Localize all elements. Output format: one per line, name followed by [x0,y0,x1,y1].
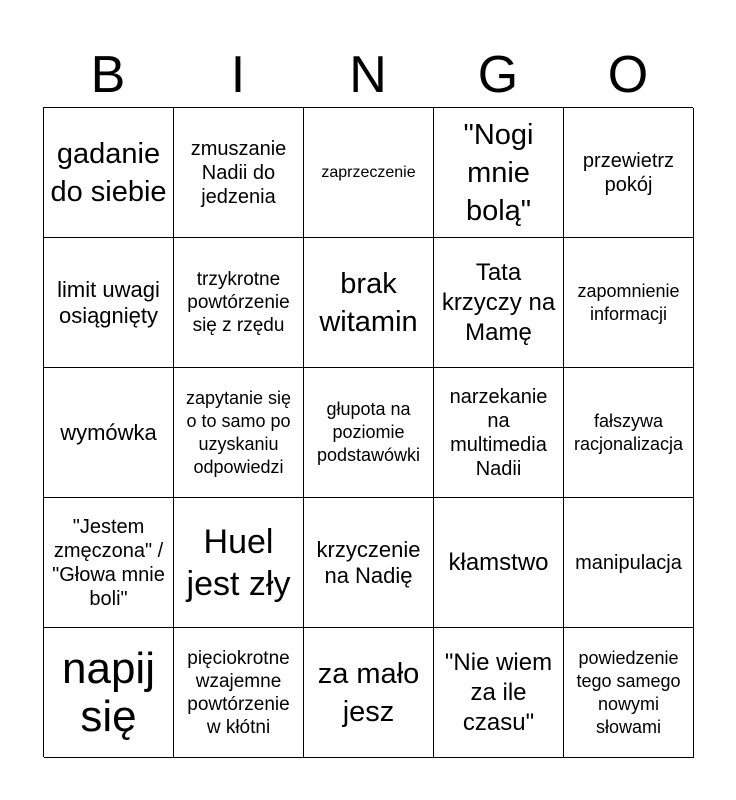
header-letter-o: O [607,46,649,104]
cell-text: "Jestem zmęczona" / "Głowa mnie boli" [52,515,165,610]
cell-text: przewietrz pokój [582,149,675,196]
bingo-cell-r4-c1[interactable] [44,498,174,628]
cell-text: zapytanie się o to samo po uzyskaniu odpowiedzi [185,387,292,477]
cell-text: narzekanie na multimedia Nadii [449,385,548,480]
header-letter-g: G [477,46,519,104]
cell-text: "Nogi mnie bolą" [463,118,534,227]
bingo-cell-r2-c5[interactable] [564,238,694,368]
bingo-cell-r3-c4[interactable] [434,368,564,498]
bingo-cell-r1-c4[interactable] [434,108,564,238]
cell-text: Huel jest zły [186,522,291,603]
bingo-cell-r1-c3[interactable] [304,108,434,238]
cell-text: fałszywa racjonalizacja [573,410,684,454]
bingo-cell-r3-c3[interactable] [304,368,434,498]
cell-text: pięciokrotne wzajemne powtórzenie w kłótni [187,647,290,738]
bingo-cell-r5-c1[interactable] [44,628,174,758]
bingo-cell-r4-c3[interactable] [304,498,434,628]
bingo-cell-r2-c3[interactable] [304,238,434,368]
cell-text: zmuszanie Nadii do jedzenia [190,137,287,208]
bingo-cell-r5-c2[interactable] [174,628,304,758]
bingo-cell-r4-c2[interactable] [174,498,304,628]
header-letter-n: N [349,46,387,104]
bingo-cell-r4-c4[interactable] [434,498,564,628]
cell-text: brak witamin [319,267,418,338]
bingo-cell-r3-c1[interactable] [44,368,174,498]
cell-text: krzyczenie na Nadię [316,536,421,588]
bingo-header [43,44,693,106]
bingo-cell-r3-c5[interactable] [564,368,694,498]
bingo-cell-r1-c2[interactable] [174,108,304,238]
cell-text: powiedzenie tego samego nowymi słowami [576,647,681,737]
bingo-cell-r5-c3[interactable] [304,628,434,758]
cell-text: Tata krzyczy na Mamę [441,258,556,346]
cell-text: wymówka [60,419,157,445]
header-letter-i: I [230,46,246,104]
bingo-cell-r1-c1[interactable] [44,108,174,238]
bingo-cell-r4-c5[interactable] [564,498,694,628]
header-letter-b: B [90,46,126,104]
cell-text: trzykrotne powtórzenie się z rzędu [187,269,290,336]
cell-text: zaprzeczenie [321,164,416,181]
cell-text: limit uwagi osiągnięty [57,276,160,328]
cell-text: napij się [62,643,155,741]
cell-text: głupota na poziomie podstawówki [316,399,421,465]
cell-text: za mało jesz [317,657,420,728]
bingo-board [43,107,693,757]
bingo-cell-r1-c5[interactable] [564,108,694,238]
bingo-cell-r5-c4[interactable] [434,628,564,758]
bingo-cell-r2-c1[interactable] [44,238,174,368]
cell-text: gadanie do siebie [50,137,167,208]
bingo-cell-r5-c5[interactable] [564,628,694,758]
cell-text: manipulacja [575,551,682,574]
bingo-cell-r3-c2[interactable] [174,368,304,498]
bingo-cell-r2-c4[interactable] [434,238,564,368]
cell-text: zapomnienie informacji [577,280,680,324]
cell-text: "Nie wiem za ile czasu" [444,648,553,736]
cell-text: kłamstwo [448,548,549,576]
bingo-cell-r2-c2[interactable] [174,238,304,368]
